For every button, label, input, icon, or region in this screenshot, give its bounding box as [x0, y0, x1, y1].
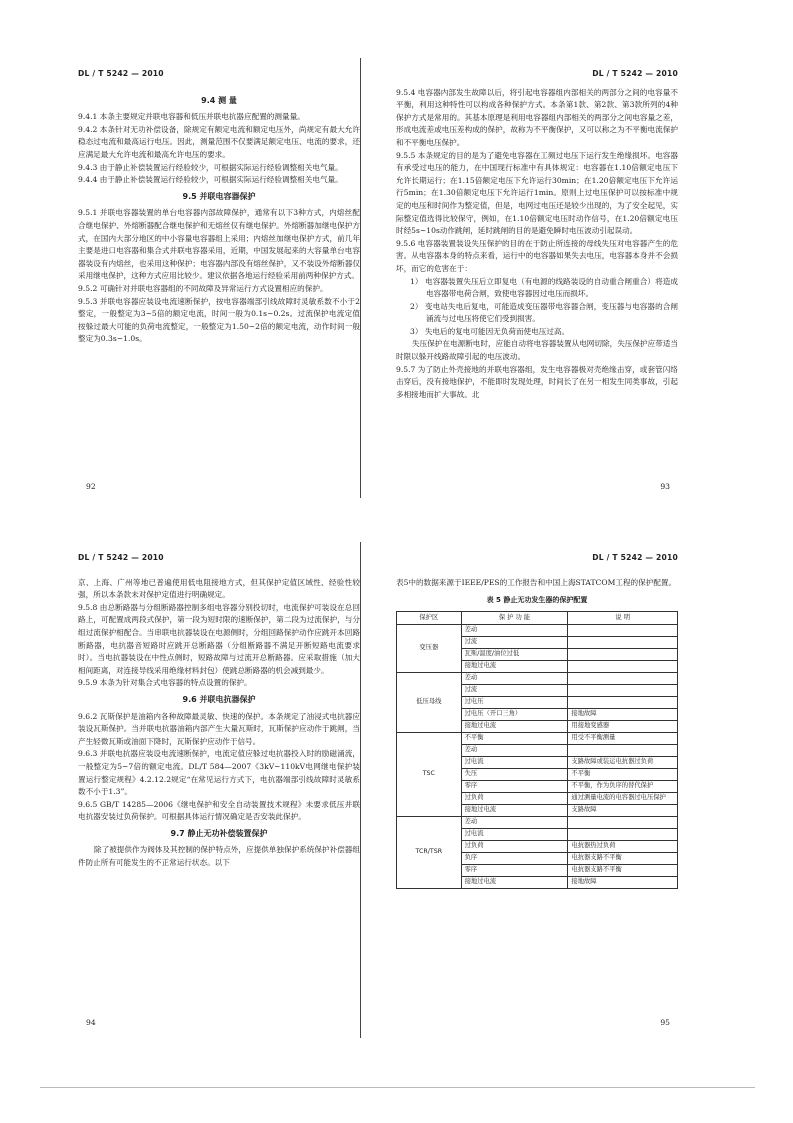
protection-note: 电抗器支路不平衡 [568, 864, 678, 876]
protection-zone: 变压器 [397, 624, 462, 672]
protection-function: 过电流 [461, 828, 568, 840]
protection-note: 电抗器支路不平衡 [568, 852, 678, 864]
protection-function: 零序 [461, 780, 568, 792]
column-header: 说 明 [568, 611, 678, 624]
protection-function: 负序 [461, 852, 568, 864]
protection-note: 用受不平衡测量 [568, 732, 678, 744]
paragraph: 9.4.2 本条针对无功补偿设备，除规定有额定电流和额定电压外，尚规定有最大允许稳态过电流和最高运行电压。因此，测量范围不仅要满足额定电压、电流的要求，还应满足最大允许电流和最高允许电压的要求。 [78, 124, 360, 159]
paragraph: 失压保护在电源断电时，应能自动将电容器装置从电网切除，失压保护应带适当时限以躲开线路故障引起的电压波动。 [396, 339, 678, 362]
section-title-9-7: 9.7 静止无功补偿装置保护 [170, 828, 268, 838]
protection-note: 支路故障或装运电抗器过负荷 [568, 756, 678, 768]
protection-note [568, 648, 678, 660]
protection-note [568, 696, 678, 708]
protection-note: 不平衡 [568, 768, 678, 780]
table-row [397, 672, 678, 684]
protection-zone: TCR/TSR [397, 816, 462, 888]
protection-function: 失压 [461, 768, 568, 780]
page-header: DL / T 5242 — 2010 [78, 69, 164, 78]
paragraph: 9.5.1 并联电容器装置的单台电容器内部故障保护，通常有以下3种方式，内熔丝配合继电保护、外熔断器配合继电保护和无熔丝仅有继电保护。外熔断器加继电保护方式，在国内大部分地区的中小容量电容器组上采用；内熔丝加继电保护方式，前几年主要是进口电容器和集合式并联电容器采用，近期，中国发展起来的大容量单台电容器装设有内熔丝，也采用这种保护；电容器内部没有熔丝保护，又不装设外熔断器仅采用继电保护，这种方式应用比较少。建议依据各地运行经验采用前两种保护方式。 [78, 208, 360, 281]
protection-function: 过电流 [461, 756, 568, 768]
page-93-body [396, 87, 678, 402]
page-94-body [78, 577, 360, 690]
page-93 [396, 68, 678, 494]
column-header: 保 护 功 能 [461, 611, 568, 624]
table-header-row [397, 611, 678, 624]
paragraph: 9.5.3 并联电容器应装设电流速断保护，按电容器端部引线故障时灵敏系数不小于2整定，一般整定为3~5倍的额定电流，时间一般为0.1s~0.2s。过流保护电流定值按躲过最大可能的负荷电流整定，一般整定为1.50~2倍的额定电流，动作时间一般整定为0.3s~1.0s。 [78, 296, 360, 344]
protection-function: 零序 [461, 864, 568, 876]
protection-function: 差动 [461, 624, 568, 636]
section-9-4-body [78, 111, 360, 187]
paragraph: 9.5.7 为了防止外壳接地的并联电容器组，发生电容器极对壳绝缘击穿，或套管闪络击穿后，没有接地保护，不能即时发现处理，时间长了在另一相发生同类事故，引起多相接地而扩大事故。北 [396, 364, 678, 399]
protection-note [568, 744, 678, 756]
protection-function: 差动 [461, 672, 568, 684]
page-95 [396, 552, 678, 1030]
paragraph: 9.5.5 本条规定的目的是为了避免电容器在工频过电压下运行发生绝缘损坏。电容器有承受过电压的能力，在中国现行标准中有具体规定：电容器在1.10倍额定电压下允许长期运行；在1.15倍额定电压下允许运行30min；在1.20倍额定电压下允许运行5min；在1.30倍额定电压下允许运行1min。原则上过电压保护可以按标准中规定的电压和时间作为整定值，但是，电网过电压还是较少出现的，为了安全起见，实际整定值选得比较保守，例如，在1.10倍额定电压时动作信号，在1.20倍额定电压时经5s~10s动作跳闸，延时跳闸的目的是避免瞬时电压波动引起误动。 [396, 150, 678, 236]
protection-note: 支路故障 [568, 804, 678, 816]
page-header: DL / T 5242 — 2010 [78, 553, 164, 562]
protection-function: 过负荷 [461, 840, 568, 852]
protection-function: 过电压（开口三角） [461, 708, 568, 720]
page-header: DL / T 5242 — 2010 [592, 69, 678, 78]
page-number: 94 [86, 1018, 96, 1028]
protection-note: 电抗器热过负荷 [568, 840, 678, 852]
table-row [397, 732, 678, 744]
protection-note [568, 660, 678, 672]
consequence-list [396, 276, 678, 339]
section-title-9-4: 9.4 测 量 [201, 95, 237, 105]
protection-function: 接地过电流 [461, 720, 568, 732]
protection-function: 过负荷 [461, 792, 568, 804]
protection-note: 不平衡，作为负序的替代保护 [568, 780, 678, 792]
protection-note [568, 828, 678, 840]
page-94 [78, 552, 360, 1030]
protection-note [568, 636, 678, 648]
protection-function: 接地过电流 [461, 660, 568, 672]
list-item: 2） 变电站失电后复电，可能造成变压器带电容器合闸，变压器与电容器的合闸涌流与过电压将使它们受到损害。 [410, 301, 678, 324]
section-9-5-body [78, 207, 360, 346]
paragraph: 9.5.2 可确针对并联电容器组的不同故障及异常运行方式设置相应的保护。 [78, 283, 328, 293]
protection-function: 过流 [461, 636, 568, 648]
table-caption: 表 5 静止无功发生器的保护配置 [486, 596, 588, 605]
paragraph: 9.5.8 由总断路器与分组断路器控制多组电容器分别投切时，电流保护可装设在总回路上，可配置成两段式保护，第一段为短时限的速断保护，第二段为过流保护，与分组过流保护相配合。当串联电抗器装设在电源侧时，分组回路保护动作应跳开本回路断路器，电抗器音短路时应跳开总断路器（分组断路器不满足开断短路电流要求时）。当电抗器装设在中性点侧时，短路故障与过流开总断路器。应采取措施（加大相间距离，对连接导线采用绝缘材料封包）使跳总断路器的机会减到最少。 [78, 602, 360, 675]
paragraph: 9.6.3 并联电抗器应装设电流速断保护，电流定值应躲过电抗器投入时的励磁涌流，一般整定为5~7倍的额定电流。DL/T 584—2007《3kV~110kV电网继电保护装置运行整定规程》4.2.12.2规定“在常见运行方式下，电抗器端部引线故障时灵敏系数不小于1.3”。 [78, 749, 360, 797]
section-9-6-body [78, 711, 360, 824]
spread-gutter-top [360, 58, 361, 498]
protection-function: 过电压 [461, 696, 568, 708]
protection-function: 接地过电流 [461, 876, 568, 888]
paragraph: 9.4.3 由于静止补偿装置运行经验较少，可根据实际运行经验调整相关电气量。 [78, 162, 343, 172]
protection-table [396, 611, 678, 889]
section-title-9-6: 9.6 并联电抗器保护 [182, 694, 256, 704]
protection-zone: TSC [397, 732, 462, 816]
column-header: 保护区 [397, 611, 462, 624]
protection-zone: 低压母线 [397, 672, 462, 732]
protection-function: 接地过电流 [461, 804, 568, 816]
protection-note [568, 684, 678, 696]
table-row [397, 816, 678, 828]
page-number: 92 [86, 482, 96, 492]
paragraph: 9.4.4 由于静止补偿装置运行经验较少，可根据实际运行经验调整相关电气量。 [78, 175, 343, 185]
protection-function: 过流 [461, 684, 568, 696]
protection-note [568, 816, 678, 828]
paragraph: 京、上海、广州等地已普遍使用低电阻接地方式，但其保护定值区域性、经验性较强，所以本条款未对保护定值进行明确规定。 [78, 577, 360, 600]
list-item: 1） 电容器装置失压后立即复电（有电源的线路装设的自动重合闸重合）将造成电容器带电荷合闸，致使电容器因过电压而损坏。 [410, 276, 678, 299]
paragraph: 9.6.2 瓦斯保护是油箱内各种故障最灵敏、快速的保护。本条规定了油浸式电抗器应装设瓦斯保护。当并联电抗器油箱内部产生大量瓦斯时，瓦斯保护应动作于跳闸，当产生轻微瓦斯或油面下降时，瓦斯保护应动作于信号。 [78, 711, 360, 746]
paragraph: 除了被提供作为阀体及其控制的保护特点外，应提供单独保护系统保护补偿器组件防止所有可能发生的不正常运行状态。以下 [78, 845, 360, 868]
page-number: 95 [660, 1018, 670, 1028]
spread-gutter-bottom [360, 542, 361, 1038]
protection-note: 接地故障 [568, 876, 678, 888]
paragraph: 9.5.6 电容器装置装设失压保护的目的在于防止所连接的母线失压对电容器产生的危害。从电容器本身的特点来看，运行中的电容器如果失去电压，电容器本身并不会损坏，而它的危害在于： [396, 238, 678, 273]
page-number: 93 [660, 482, 670, 492]
table-intro: 表5中的数据来源于IEEE/PES的工作报告和中国上海STATCOM工程的保护配置。 [396, 577, 677, 587]
page-header: DL / T 5242 — 2010 [592, 553, 678, 562]
paragraph: 9.4.1 本条主要规定并联电容器和低压并联电抗器应配置的测量量。 [78, 112, 305, 122]
protection-function: 差动 [461, 816, 568, 828]
protection-function: 差动 [461, 744, 568, 756]
protection-function: 瓦斯/温度/油位过低 [461, 648, 568, 660]
table-row [397, 624, 678, 636]
paragraph: 9.6.5 GB/T 14285—2006《继电保护和安全自动装置技术规程》未要求低压并联电抗器安装过负荷保护。可根据具体运行情况确定是否安装此保护。 [78, 799, 360, 822]
protection-note [568, 624, 678, 636]
paragraph: 9.5.4 电容器内部发生故障以后，将引起电容器组内部相关的两部分之间的电容量不平衡，利用这种特性可以构成各种保护方式。本条第1款、第2款、第3款所列的4种保护方式是常用的。其基本原理是利用电容器组内部相关的两部分之间电容量之差，形成电流差或电压差构成的保护，故称为不平衡保护，又可以称之为不平衡电流保护和不平衡电压保护。 [396, 87, 678, 147]
protection-note [568, 672, 678, 684]
protection-note: 通过测量电流的电容器过电压保护 [568, 792, 678, 804]
bottom-rule [40, 1087, 755, 1088]
paragraph: 9.5.9 本条为针对集合式电容器的特点设置的保护。 [78, 678, 252, 688]
page-92 [78, 68, 360, 494]
protection-note: 用接地变感器 [568, 720, 678, 732]
section-title-9-5: 9.5 并联电容器保护 [182, 191, 256, 201]
protection-note: 接地故障 [568, 708, 678, 720]
protection-function: 不平衡 [461, 732, 568, 744]
list-item: 3） 失电后的复电可能因无负荷而使电压过高。 [410, 326, 570, 336]
